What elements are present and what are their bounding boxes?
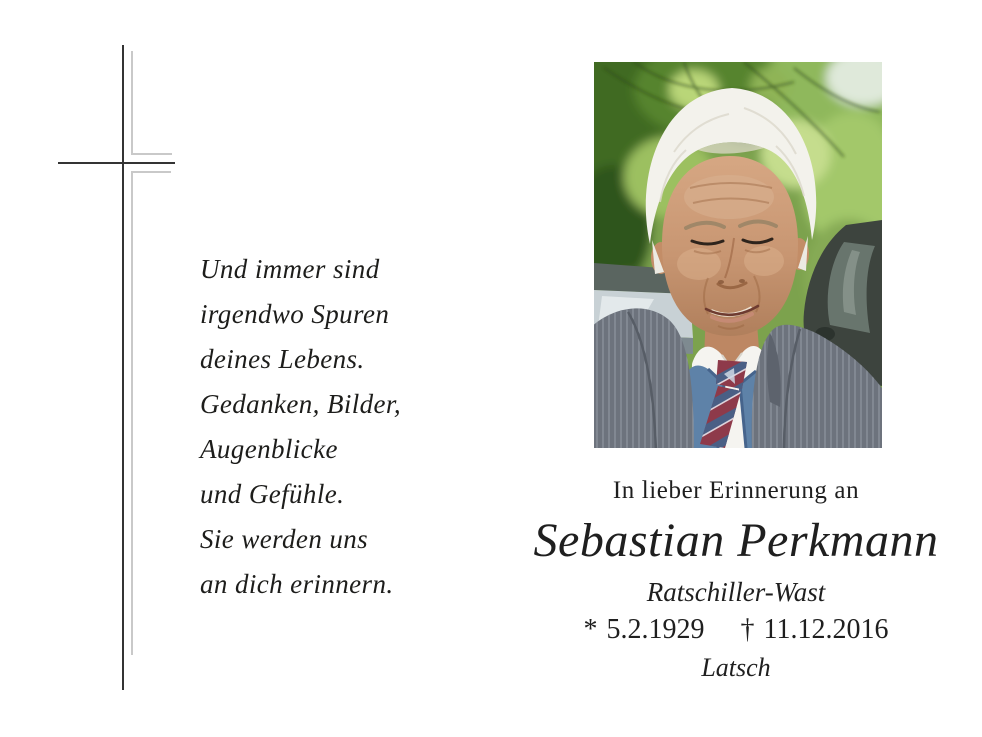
deceased-name: Sebastian Perkmann	[533, 514, 939, 567]
death-date-group	[741, 614, 889, 645]
cross-shadow-horizontal-top	[131, 153, 172, 155]
face	[662, 156, 798, 336]
poem-line: Sie werden uns	[200, 524, 369, 554]
place-name: Latsch	[701, 653, 771, 682]
poem-line: deines Lebens.	[200, 344, 365, 374]
deceased-house-name: Ratschiller-Wast	[646, 577, 826, 607]
poem-line: an dich erinnern.	[200, 569, 394, 599]
poem-line: und Gefühle.	[200, 479, 345, 509]
memorial-intro: In lieber Erinnerung an	[612, 477, 860, 504]
poem-line: Augenblicke	[200, 434, 338, 464]
cross-shadow-vertical-top	[131, 51, 133, 155]
death-date: 11.12.2016	[763, 614, 889, 645]
birth-date: 5.2.1929	[606, 614, 705, 645]
portrait-photo-drawing	[594, 62, 882, 448]
cross-shadow-vertical-bottom	[131, 171, 133, 655]
poem-line: irgendwo Spuren	[200, 299, 390, 329]
cross-vertical-line	[122, 45, 124, 690]
life-dates	[496, 614, 976, 646]
birth-star-symbol: *	[583, 614, 598, 645]
death-dagger-symbol: †	[740, 614, 755, 645]
cross-horizontal-line	[58, 162, 175, 164]
poem-text	[200, 247, 460, 607]
birth-date-group	[584, 614, 705, 645]
portrait-photo	[594, 62, 882, 448]
poem-line: Und immer sind	[200, 254, 380, 284]
poem-line: Gedanken, Bilder,	[200, 389, 401, 419]
cross-shadow-horizontal-bottom	[131, 171, 171, 173]
